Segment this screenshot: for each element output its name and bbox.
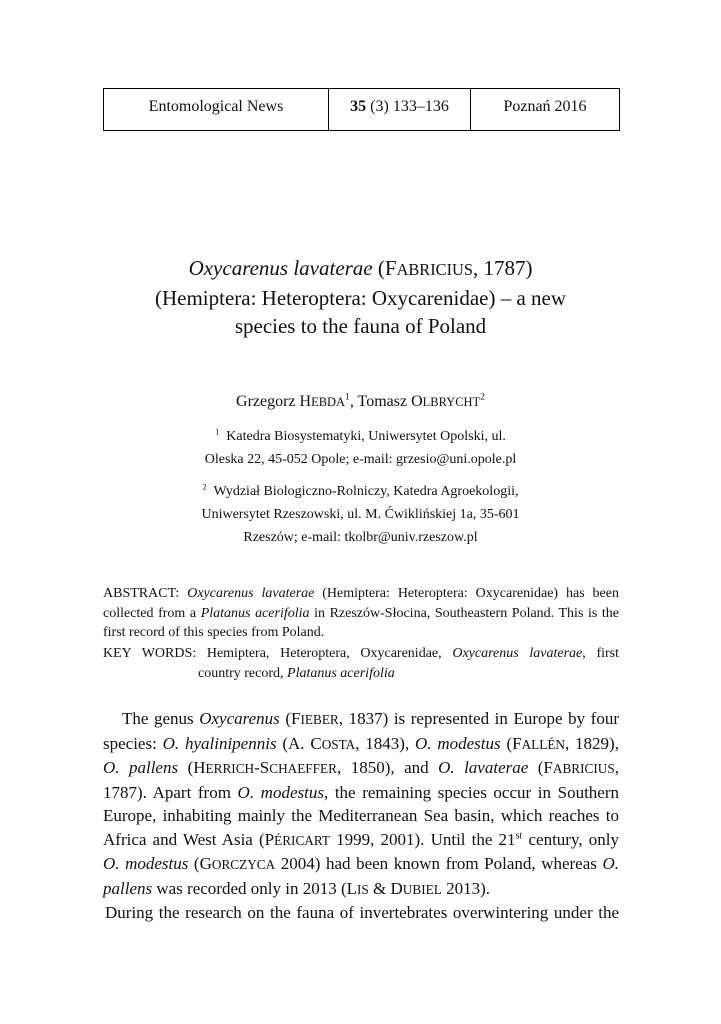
body-text-run: & D [368, 878, 403, 898]
title-line-2: (Hemiptera: Heteroptera: Oxycarenidae) – a new [154, 286, 567, 310]
body-species: O. modestus [103, 854, 189, 873]
affiliation-2-text-1: Wydział Biologiczno-Rolniczy, Katedra Agroekologii, [213, 484, 519, 499]
author2-sup: 2 [480, 391, 485, 403]
body-text [103, 707, 619, 925]
body-text-run: -S [254, 758, 270, 777]
body-text-run: (G [188, 854, 212, 873]
body-species: O. lavaterae [438, 758, 529, 777]
title-author-smallcaps: ABRICIUS [396, 260, 473, 279]
body-line-8 [103, 877, 619, 902]
title-line-3: species to the fauna of Poland [234, 314, 487, 338]
body-text-run: , the remaining species occur in Southern [323, 782, 619, 802]
paper-title [120, 254, 601, 340]
issue-pages: (3) 133–136 [370, 98, 449, 115]
affiliation-1-text-1: Katedra Biosystematyki, Uniwersytet Opolski, ul. [226, 429, 506, 444]
title-species: Oxycarenus lavaterae [188, 256, 373, 280]
abstract-host: Platanus acerifolia [200, 605, 310, 621]
body-text-run: 1787). Apart from [103, 782, 238, 802]
body-text-run: 2004) had been known from Poland, whereas [275, 854, 603, 873]
abstract-text-1: (Hemiptera: Heteroptera: Oxycarenidae) has been [314, 586, 619, 601]
place-year: Poznań 2016 [503, 98, 587, 115]
journal-name: Entomological News [148, 98, 284, 115]
body-species: O. modestus [415, 733, 501, 753]
abstract-line-1 [103, 584, 619, 604]
body-text-run: (F [528, 758, 553, 777]
author2-smallcaps: LBRYCHT [422, 395, 481, 409]
volume-number: 35 [350, 98, 367, 115]
body-text-run: 1999, 2001). Until the 21 [330, 829, 516, 849]
affiliation-1-sup: 1 [215, 427, 220, 437]
body-superscript: st [515, 829, 523, 841]
affiliation-2-line-3: Rzeszów; e-mail: tkolbr@univ.rzeszow.pl [243, 530, 478, 545]
body-author-smallcaps: ERRICH [205, 761, 255, 776]
body-line-9: During the research on the fauna of invertebrates overwintering under the [105, 903, 619, 922]
body-author-smallcaps: CHAEFFER [269, 761, 337, 776]
title-year: , 1787) [472, 256, 533, 280]
body-text-run: 2013). [441, 878, 490, 898]
body-text-run: , 1843), [355, 733, 416, 753]
body-species: O. [602, 854, 619, 873]
journal-name-cell [104, 89, 329, 130]
place-year-cell [471, 89, 619, 130]
affiliation-2-line-2: Uniwersytet Rzeszowski, ul. M. Ćwiklińskiej 1a, 35-601 [201, 507, 520, 522]
author-separator: , Tomasz [349, 393, 412, 410]
body-line-5: Europe, inhabiting mainly the Mediterranean Sea basin, which reaches to [103, 806, 619, 825]
body-text-run: species: [103, 733, 163, 753]
key-words [103, 644, 619, 683]
body-author-smallcaps: OSTA [321, 736, 356, 752]
abstract-text-2a: collected from a [103, 605, 201, 621]
body-species: O. pallens [103, 758, 179, 777]
body-author-smallcaps: ALLÉN [521, 736, 565, 752]
title-author-initial: F [384, 256, 397, 280]
body-genus: Oxycarenus [199, 709, 280, 728]
author1-smallcaps: EBDA [311, 395, 346, 409]
abstract-species: Oxycarenus lavaterae [187, 586, 315, 601]
title-paren: ( [377, 256, 385, 280]
author-list [0, 393, 721, 411]
body-author-smallcaps: ÉRICART [274, 832, 330, 848]
journal-header-table [103, 88, 620, 131]
body-species: O. hyalinipennis [162, 733, 277, 753]
body-author-smallcaps: IEBER [300, 712, 339, 727]
body-author-smallcaps: ORCZYCA [211, 857, 276, 872]
body-text-run: (A. C [276, 733, 322, 753]
body-text-run: century, only [522, 829, 619, 849]
affiliation-1-line-1 [150, 425, 571, 448]
abstract-label: ABSTRACT: [103, 586, 188, 601]
author1-initial: H [299, 393, 312, 410]
abstract-text-2b: in Rzeszów-Słocina, Southeastern Poland. This is the [309, 605, 620, 621]
key-words-label: KEY WORDS: Hemiptera, Heteroptera, Oxycarenidae, [103, 646, 453, 661]
body-line-4 [103, 781, 619, 805]
body-author-smallcaps: UBIEL [402, 881, 442, 897]
body-text-run: The genus [122, 709, 200, 728]
key-words-text-2: country record, [198, 665, 288, 681]
body-text-run: ( [279, 709, 292, 728]
affiliation-2 [150, 480, 571, 549]
affiliation-2-line-1 [150, 480, 571, 503]
body-text-run: , 1850), and [336, 758, 439, 777]
author2-initial: O [411, 393, 423, 410]
body-text-run: Africa and West Asia (P [103, 829, 275, 849]
body-text-run: (H [178, 758, 206, 777]
key-words-host: Platanus acerifolia [287, 665, 395, 681]
key-words-text-1: , first [582, 646, 619, 661]
body-text-run: , 1837) is represented in Europe by four [338, 709, 619, 728]
volume-cell [329, 89, 471, 130]
body-line-2 [103, 732, 619, 757]
key-words-line-2 [103, 664, 619, 684]
title-line-1 [120, 254, 601, 284]
body-species: O. modestus [237, 782, 324, 802]
body-line-3 [103, 756, 619, 781]
body-text-run: was recorded only in 2013 (L [152, 878, 357, 898]
body-line-1 [103, 707, 619, 732]
body-species: pallens [103, 878, 153, 898]
body-line-7 [103, 852, 619, 877]
body-author-initial: F [291, 709, 301, 728]
affiliation-1-line-2: Oleska 22, 45-052 Opole; e-mail: grzesio@uni.opole.pl [204, 452, 517, 467]
affiliation-2-sup: 2 [202, 482, 207, 492]
author1-sup: 1 [345, 391, 350, 403]
abstract [103, 584, 619, 643]
affiliation-1 [150, 425, 571, 471]
abstract-line-3: first record of this species from Poland. [103, 625, 325, 640]
body-text-run: , 1829), [564, 733, 619, 753]
body-text-run: , [614, 758, 619, 777]
author1-first: Grzegorz [236, 393, 300, 410]
body-author-smallcaps: IS [357, 881, 369, 897]
abstract-line-2 [103, 604, 619, 624]
key-words-line-1 [103, 644, 619, 664]
body-author-smallcaps: ABRICIUS [552, 761, 615, 776]
body-line-6 [103, 828, 619, 853]
body-text-run: (F [500, 733, 522, 753]
key-words-species: Oxycarenus lavaterae [452, 646, 583, 661]
